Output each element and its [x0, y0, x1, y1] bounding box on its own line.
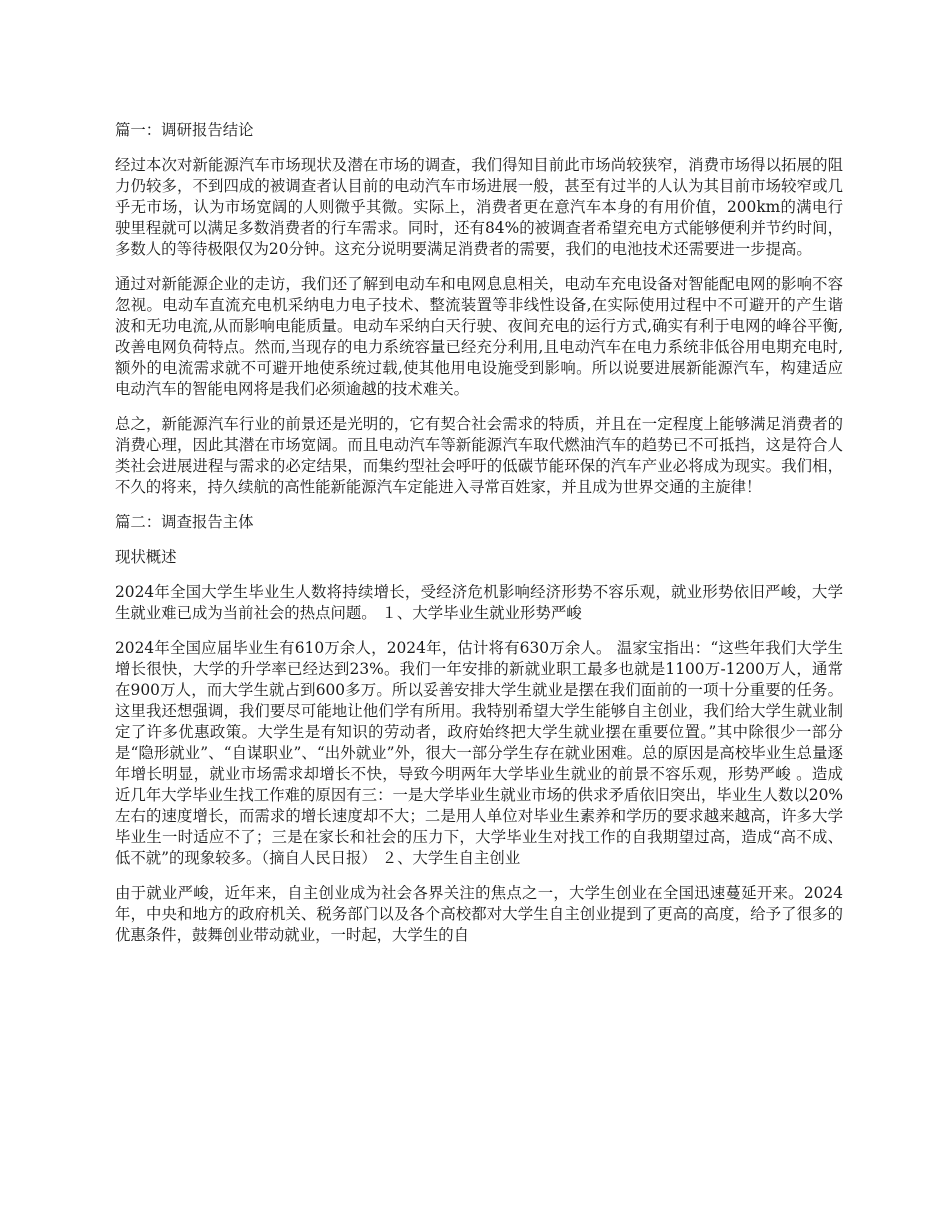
- section-heading: 篇二：调查报告主体: [115, 513, 254, 531]
- section-heading: 篇一：调研报告结论: [115, 121, 254, 139]
- paragraph: 总之，新能源汽车行业的前景还是光明的，它有契合社会需求的特质，并且在一定程度上能够满足消费者的消费心理，因此其潜在市场宽阔。而且电动汽车等新能源汽车取代燃油汽车的趋势已不可抵挡，这是符合人类社会进展进程与需求的必定结果，而集约型社会呼吁的低碳节能环保的汽车产业必将成为现实。我们相，不久的将来，持久续航的高性能新能源汽车定能进入寻常百姓家，并且成为世界交通的主旋律！: [115, 415, 843, 496]
- paragraph: 经过本次对新能源汽车市场现状及潜在市场的调查，我们得知目前此市场尚较狭窄，消费市场得以拓展的阻力仍较多，不到四成的被调查者认目前的电动汽车市场进展一般，甚至有过半的人认为其目前市场较窄或几乎无市场，认为市场宽阔的人则微乎其微。实际上，消费者更在意汽车本身的有用价值，200km的满电行驶里程就可以满足多数消费者的行车需求。同时，还有84%的被调查者希望充电方式能够便利并节约时间，多数人的等待极限仅为20分钟。这充分说明要满足消费者的需要，我们的电池技术还需要进一步提高。: [115, 156, 843, 258]
- document-body: [115, 120, 843, 960]
- subsection-heading: 现状概述: [115, 548, 177, 566]
- paragraph: 2024年全国应届毕业生有610万余人，2024年，估计将有630万余人。 温家宝指出：“这些年我们大学生增长很快，大学的升学率已经达到23%。我们一年安排的新就业职工最多也就是1100万-1200万人，通常在900万人，而大学生就占到600多万。所以妥善安排大学生就业是摆在我们面前的一项十分重要的任务。这里我还想强调，我们要尽可能地让他们学有所用。我特别希望大学生能够自主创业，我们给大学生就业制定了许多优惠政策。大学生是有知识的劳动者，政府始终把大学生就业摆在重要位置。”其中除很少一部分是“隐形就业”、“自谋职业”、“出外就业”外，很大一部分学生存在就业困难。总的原因是高校毕业生总量逐年增长明显，就业市场需求却增长不快，导致今明两年大学毕业生就业的前景不容乐观，形势严峻 。造成近几年大学毕业生找工作难的原因有三：一是大学毕业生就业市场的供求矛盾依旧突出，毕业生人数以20%左右的速度增长，而需求的增长速度却不大；二是用人单位对毕业生素养和学历的要求越来越高，许多大学毕业生一时适应不了；三是在家长和社会的压力下，大学毕业生对找工作的自我期望过高，造成“高不成、低不就”的现象较多。（摘自人民日报） ２、大学生自主创业: [115, 639, 843, 867]
- paragraph: 通过对新能源企业的走访，我们还了解到电动车和电网息息相关，电动车充电设备对智能配电网的影响不容忽视。电动车直流充电机采纳电力电子技术、整流装置等非线性设备,在实际使用过程中不可避开的产生谐波和无功电流,从而影响电能质量。电动车采纳白天行驶、夜间充电的运行方式,确实有利于电网的峰谷平衡,改善电网负荷特点。然而,当现存的电力系统容量已经充分利用,且电动汽车在电力系统非低谷用电期充电时,额外的电流需求就不可避开地使系统过载,使其他用电设施受到影响。所以说要进展新能源汽车，构建适应电动汽车的智能电网将是我们必须逾越的技术难关。: [115, 275, 843, 398]
- paragraph: 由于就业严峻，近年来，自主创业成为社会各界关注的焦点之一，大学生创业在全国迅速蔓延开来。2024年，中央和地方的政府机关、税务部门以及各个高校都对大学生自主创业提到了更高的高度，给予了很多的优惠条件，鼓舞创业带动就业，一时起，大学生的自: [115, 884, 843, 944]
- paragraph: 2024年全国大学生毕业生人数将持续增长，受经济危机影响经济形势不容乐观，就业形势依旧严峻，大学生就业难已成为当前社会的热点问题。 １、大学毕业生就业形势严峻: [115, 583, 843, 622]
